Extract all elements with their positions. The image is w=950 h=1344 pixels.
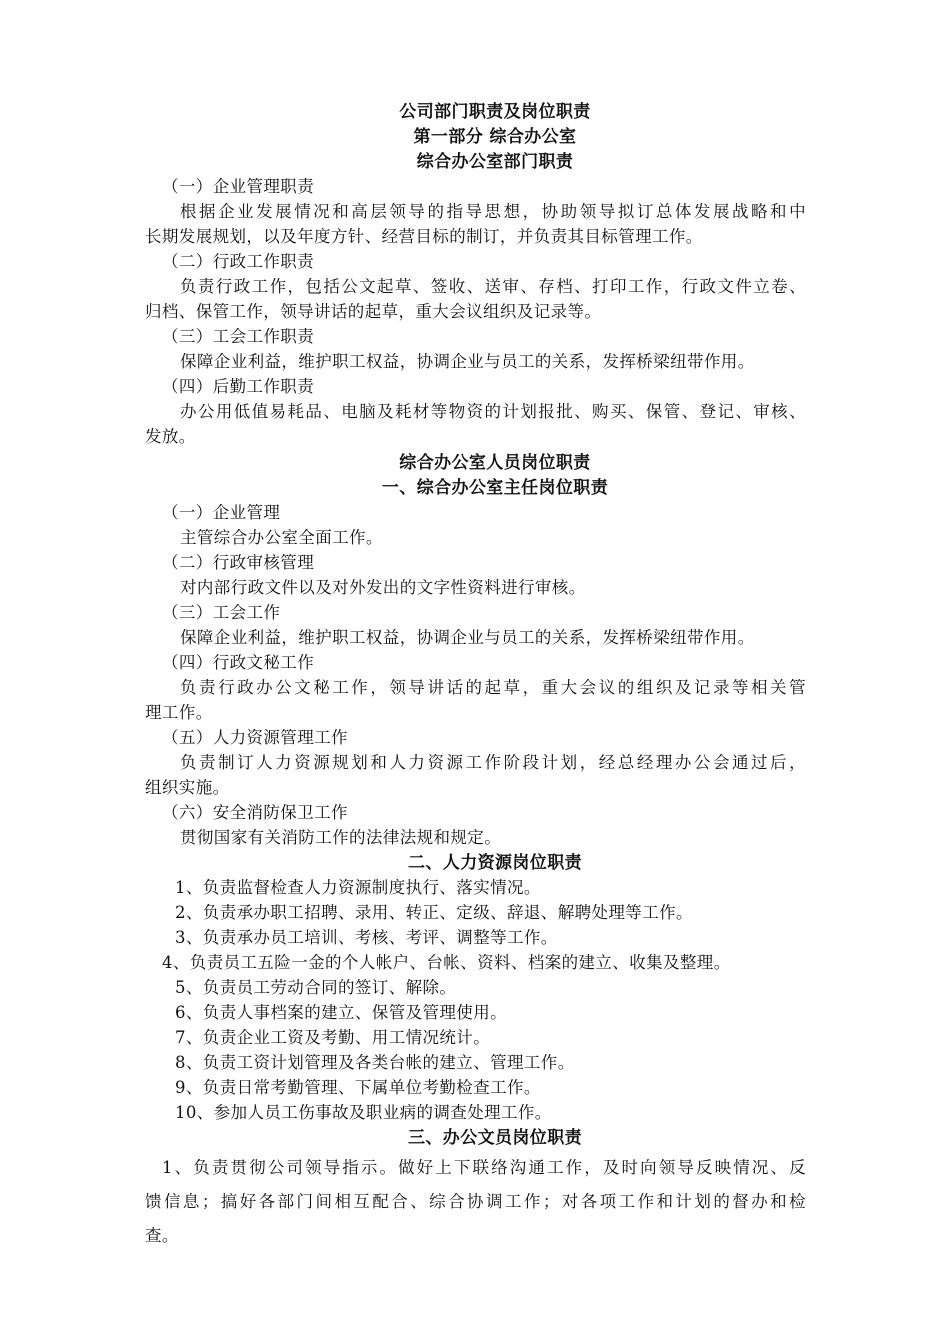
paragraph-line: 1、负责贯彻公司领导指示。做好上下联络沟通工作，及时向领导反映情况、反 — [162, 1158, 806, 1177]
paragraph-line: 保障企业利益，维护职工权益，协调企业与员工的关系，发挥桥梁纽带作用。 — [180, 628, 755, 647]
section-heading: （四）后勤工作职责 — [162, 377, 315, 396]
section-title: 三、办公文员岗位职责 — [408, 1128, 582, 1148]
list-item: 6、负责人事档案的建立、保管及管理使用。 — [175, 1003, 507, 1022]
paragraph-line: 馈信息；搞好各部门间相互配合、综合协调工作；对各项工作和计划的督办和检 — [145, 1192, 806, 1211]
paragraph-line: 对内部行政文件以及对外发出的文字性资料进行审核。 — [180, 578, 586, 597]
section-title: 一、综合办公室主任岗位职责 — [381, 478, 609, 498]
dept-duties-title: 综合办公室部门职责 — [416, 152, 574, 172]
paragraph-line: 查。 — [145, 1226, 179, 1245]
section-heading: （三）工会工作职责 — [162, 327, 315, 346]
list-item: 1、负责监督检查人力资源制度执行、落实情况。 — [175, 878, 541, 897]
paragraph-line: 贯彻国家有关消防工作的法律法规和规定。 — [180, 828, 502, 847]
paragraph-line: 根据企业发展情况和高层领导的指导思想，协助领导拟订总体发展战略和中 — [180, 202, 806, 221]
section-heading: （二）行政工作职责 — [162, 252, 315, 271]
section-heading: （四）行政文秘工作 — [162, 653, 315, 672]
section-heading: （二）行政审核管理 — [162, 553, 315, 572]
section-heading: （一）企业管理职责 — [162, 177, 315, 196]
section-heading: （三）工会工作 — [162, 603, 281, 622]
paragraph-line: 负责行政办公文秘工作，领导讲话的起草，重大会议的组织及记录等相关管 — [180, 678, 806, 697]
list-item: 8、负责工资计划管理及各类台帐的建立、管理工作。 — [175, 1053, 575, 1072]
paragraph-line: 长期发展规划，以及年度方针、经营目标的制订，并负责其目标管理工作。 — [145, 227, 703, 246]
paragraph-line: 组织实施。 — [145, 778, 230, 797]
paragraph-line: 保障企业利益，维护职工权益，协调企业与员工的关系，发挥桥梁纽带作用。 — [180, 352, 755, 371]
paragraph-line: 负责行政工作，包括公文起草、签收、送审、存档、打印工作，行政文件立卷、 — [180, 277, 806, 296]
list-item: 3、负责承办员工培训、考核、考评、调整等工作。 — [175, 928, 558, 947]
paragraph-line: 办公用低值易耗品、电脑及耗材等物资的计划报批、购买、保管、登记、审核、 — [180, 402, 806, 421]
list-item: 4、负责员工五险一金的个人帐户、台帐、资料、档案的建立、收集及整理。 — [162, 953, 731, 972]
paragraph-line: 负责制订人力资源规划和人力资源工作阶段计划，经总经理办公会通过后， — [180, 753, 806, 772]
paragraph-line: 理工作。 — [145, 703, 213, 722]
paragraph-line: 归档、保管工作，领导讲话的起草，重大会议组织及记录等。 — [145, 302, 602, 321]
list-item: 7、负责企业工资及考勤、用工情况统计。 — [175, 1028, 491, 1047]
section-title: 二、人力资源岗位职责 — [408, 853, 582, 873]
section-heading: （五）人力资源管理工作 — [162, 728, 348, 747]
section-heading: （六）安全消防保卫工作 — [162, 803, 348, 822]
paragraph-line: 主管综合办公室全面工作。 — [180, 528, 383, 547]
paragraph-line: 发放。 — [145, 427, 196, 446]
list-item: 5、负责员工劳动合同的签订、解除。 — [175, 978, 457, 997]
doc-title: 公司部门职责及岗位职责 — [399, 102, 591, 122]
list-item: 10、参加人员工伤事故及职业病的调查处理工作。 — [175, 1103, 552, 1122]
list-item: 9、负责日常考勤管理、下属单位考勤检查工作。 — [175, 1078, 541, 1097]
part-title: 第一部分 综合办公室 — [413, 127, 577, 147]
section-heading: （一）企业管理 — [162, 503, 281, 522]
list-item: 2、负责承办职工招聘、录用、转正、定级、辞退、解聘处理等工作。 — [175, 903, 693, 922]
staff-duties-title: 综合办公室人员岗位职责 — [399, 453, 591, 473]
